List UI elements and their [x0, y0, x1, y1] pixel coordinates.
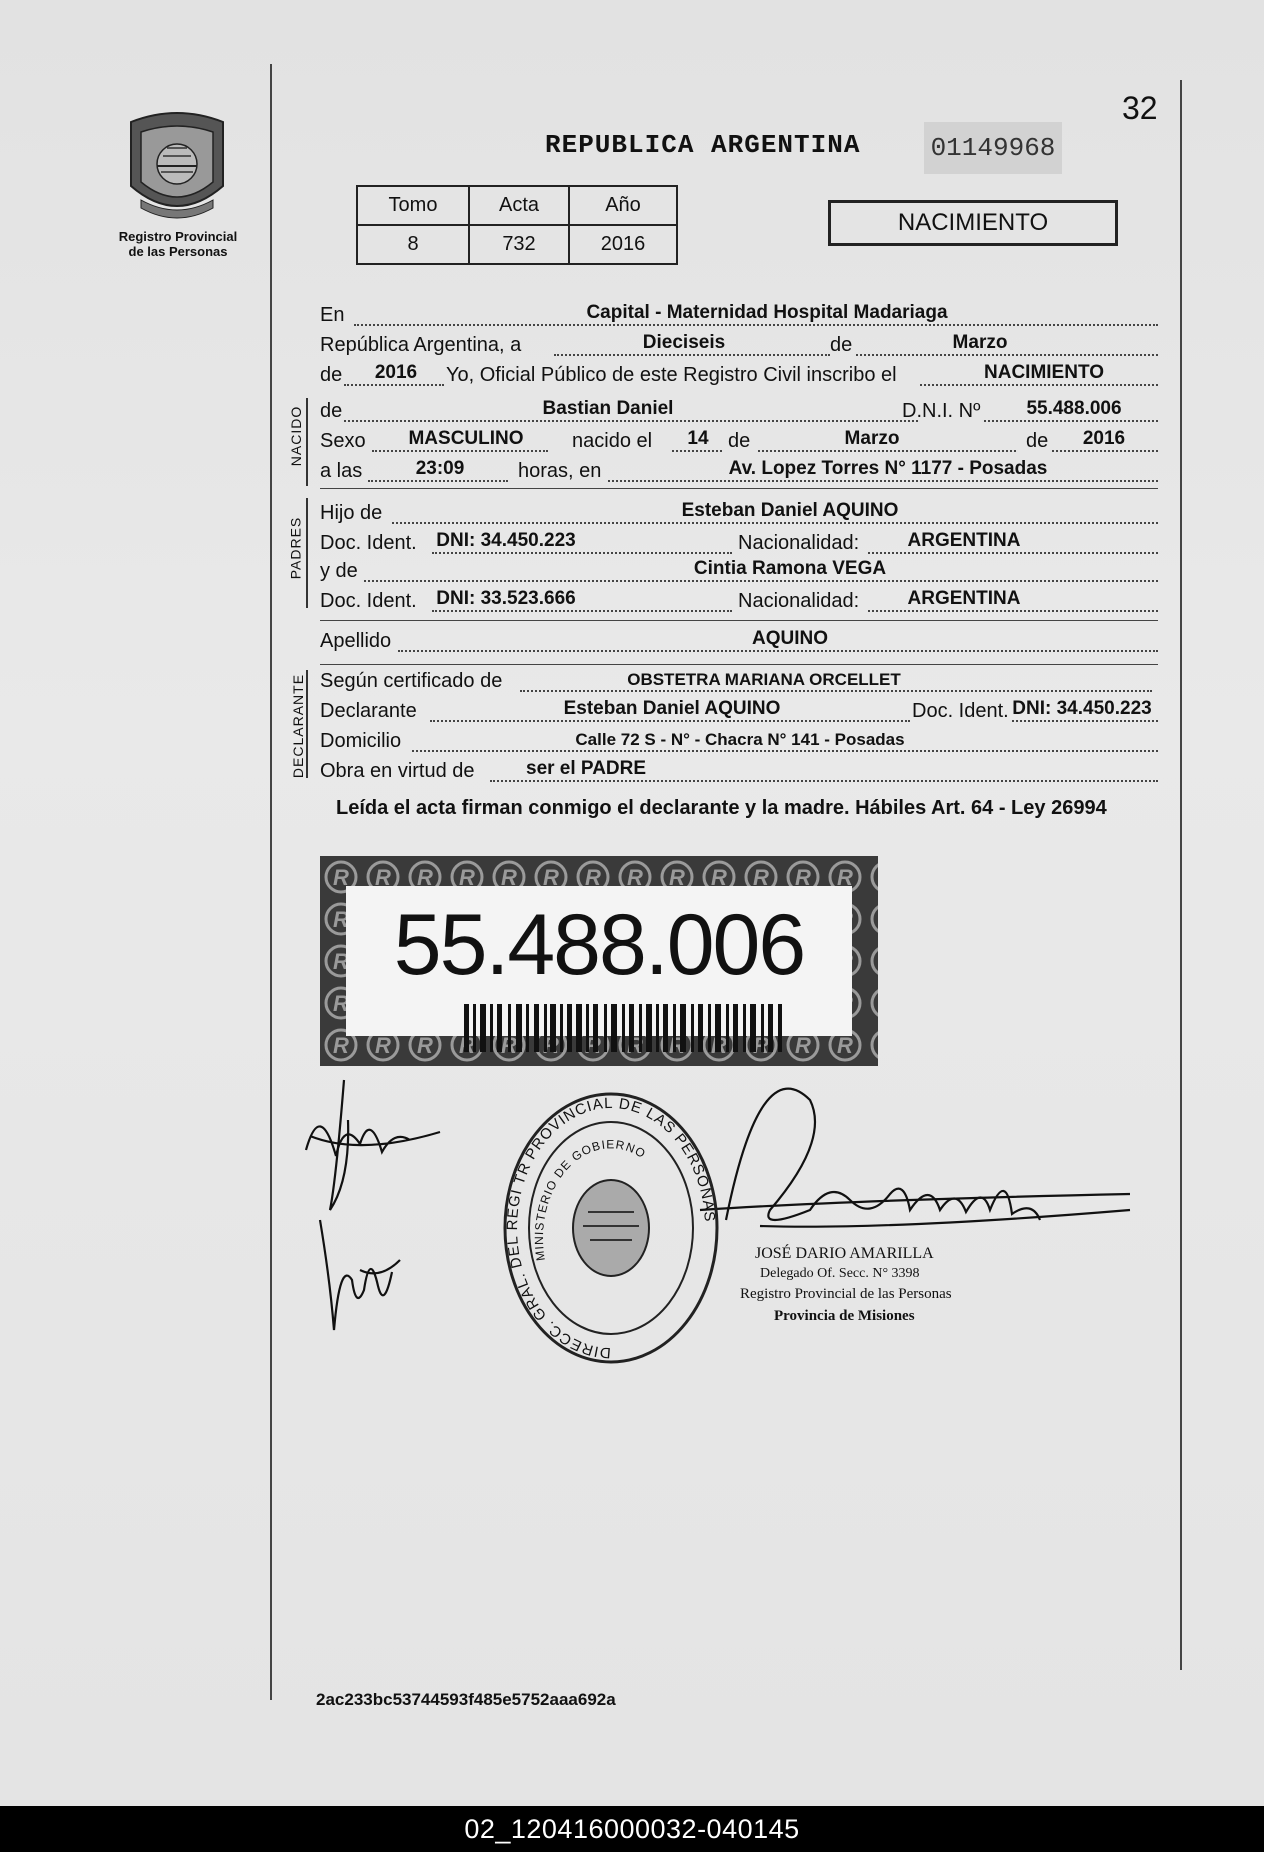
padres-label: PADRES [287, 516, 304, 580]
mother-doc: DNI: 33.523.666 [436, 588, 576, 609]
declarante-label-text: Declarante [320, 700, 417, 722]
row-date [320, 330, 1158, 360]
svg-text:DIRECC. GRAL. DEL REGI TR PROV: DIRECC. GRAL. DEL REGI TR PROVINCIAL DE LAS PERSONAS [503, 1094, 719, 1362]
row-surname [320, 626, 1158, 656]
dni-sticker [320, 856, 878, 1066]
footer-id: 02_120416000032-040145 [464, 1814, 800, 1844]
page-number: 32 [1122, 90, 1158, 126]
dotted-line [392, 522, 1158, 524]
dotted-line [364, 580, 1158, 582]
value-acta: 732 [469, 225, 569, 264]
value-anio: 2016 [569, 225, 677, 264]
year-value: 2016 [374, 362, 418, 383]
row-year [320, 360, 1158, 390]
official-title: Delegado Of. Secc. N° 3398 [760, 1266, 920, 1281]
place-value: Capital - Maternidad Hospital Madariaga [586, 302, 948, 323]
sticker-inner [346, 886, 852, 1036]
sexo-value: MASCULINO [408, 428, 524, 449]
domicilio-value: Calle 72 S - N° - Chacra N° 141 - Posadas [575, 730, 905, 749]
dotted-line [868, 552, 1158, 554]
nacido-label: NACIDO [288, 405, 305, 467]
dotted-line [984, 420, 1158, 422]
padres-section-line [306, 498, 308, 608]
dotted-line [520, 690, 1152, 692]
divider [320, 620, 1158, 621]
doc-label: Doc. Ident. [320, 532, 417, 554]
right-margin-line [1180, 80, 1182, 1670]
nacido-section-line [306, 398, 308, 486]
doc-label-2: Doc. Ident. [320, 590, 417, 612]
birth-day: 14 [687, 428, 709, 449]
row-father-doc [320, 528, 1158, 558]
dotted-line [868, 610, 1158, 612]
serial-number: 01149968 [924, 122, 1062, 174]
dotted-line [368, 480, 508, 482]
header-tomo: Tomo [357, 186, 469, 225]
svg-text:MINISTERIO DE GOBIERNO: MINISTERIO DE GOBIERNO [531, 1137, 649, 1262]
de-label-4: de [728, 430, 751, 452]
dotted-line [412, 750, 1158, 752]
dni-label: D.N.I. Nº [902, 400, 981, 422]
dotted-line [856, 354, 1158, 356]
record-type-box: NACIMIENTO [828, 200, 1118, 246]
yde-label: y de [320, 560, 358, 582]
dotted-line [672, 450, 722, 452]
handwritten-signatures [290, 1060, 1170, 1380]
row-name [320, 396, 1158, 426]
row-sex [320, 426, 1158, 456]
divider [320, 488, 1158, 489]
apellido-value: AQUINO [752, 628, 828, 649]
footer-id-bar [0, 1806, 1264, 1852]
closing-text: Leída el acta firman conmigo el declarante y la madre. Hábiles Art. 64 - Ley 26994 [336, 797, 1107, 819]
dotted-line [344, 420, 918, 422]
row-place [320, 300, 1158, 330]
divider [320, 664, 1158, 665]
mother-name: Cintia Ramona VEGA [693, 558, 887, 579]
birth-place: Av. Lopez Torres N° 1177 - Posadas [728, 458, 1048, 479]
dotted-line [344, 384, 444, 386]
header-anio: Año [569, 186, 677, 225]
decl-doc-value: DNI: 34.450.223 [1012, 698, 1152, 719]
en-label: En [320, 304, 345, 326]
declarante-value: Esteban Daniel AQUINO [563, 698, 781, 719]
hijo-label: Hijo de [320, 502, 383, 524]
birth-time: 23:09 [415, 458, 465, 479]
official-stamp [500, 1090, 722, 1366]
obra-label: Obra en virtud de [320, 760, 475, 782]
row-certificate [320, 666, 1158, 696]
dotted-line [554, 354, 830, 356]
cert-label: Según certificado de [320, 670, 503, 692]
nacionalidad-label: Nacionalidad: [738, 532, 860, 554]
child-dni: 55.488.006 [1026, 398, 1122, 419]
domicilio-label: Domicilio [320, 730, 402, 752]
dotted-line [430, 720, 910, 722]
row-mother [320, 556, 1158, 586]
mother-nationality: ARGENTINA [907, 588, 1021, 609]
obra-value: ser el PADRE [526, 758, 647, 779]
month-value: Marzo [952, 332, 1008, 353]
official-province: Provincia de Misiones [774, 1308, 915, 1324]
republica-label: República Argentina, a [320, 334, 522, 356]
dotted-line [398, 650, 1158, 652]
official-name: JOSÉ DARIO AMARILLA [755, 1245, 934, 1262]
dotted-line [608, 480, 1158, 482]
document-hash: 2ac233bc53744593f485e5752aaa692a [316, 1690, 616, 1709]
row-reason [320, 756, 1158, 786]
de-label-5: de [1026, 430, 1049, 452]
row-address [320, 726, 1158, 756]
row-father [320, 498, 1158, 528]
emblem-caption [100, 229, 256, 259]
row-time [320, 456, 1158, 486]
row-mother-doc [320, 586, 1158, 616]
row-declarant [320, 696, 1158, 726]
alas-label: a las [320, 460, 363, 482]
nacionalidad-label-2: Nacionalidad: [738, 590, 860, 612]
emblem-caption-line1: Registro Provincial [118, 229, 238, 244]
father-doc: DNI: 34.450.223 [436, 530, 576, 551]
dotted-line [920, 384, 1158, 386]
inscribo-value: NACIMIENTO [984, 362, 1104, 383]
country-title: REPUBLICA ARGENTINA [545, 130, 861, 160]
de-label-3: de [320, 400, 343, 422]
dotted-line [1052, 450, 1158, 452]
left-margin-line [270, 64, 272, 1700]
official-organization: Registro Provincial de las Personas [740, 1286, 952, 1302]
declarante-label: DECLARANTE [290, 673, 307, 779]
birth-year: 2016 [1082, 428, 1126, 449]
day-value: Dieciseis [642, 332, 726, 353]
nacido-label-text: nacido el [572, 430, 653, 452]
header-acta: Acta [469, 186, 569, 225]
dotted-line [490, 780, 1158, 782]
father-nationality: ARGENTINA [907, 530, 1021, 551]
provincial-emblem [123, 108, 231, 226]
de-label: de [830, 334, 853, 356]
yo-text: Yo, Oficial Público de este Registro Civil inscribo el [446, 364, 897, 386]
father-name: Esteban Daniel AQUINO [681, 500, 899, 521]
dotted-line [758, 450, 1016, 452]
declarante-section-line [306, 670, 308, 778]
value-tomo: 8 [357, 225, 469, 264]
dotted-line [372, 450, 548, 452]
horas-label: horas, en [518, 460, 602, 482]
de-label-2: de [320, 364, 343, 386]
decl-doc-label: Doc. Ident. [912, 700, 1009, 722]
emblem-caption-line2: de las Personas [128, 244, 228, 259]
birth-month: Marzo [844, 428, 900, 449]
registry-table [356, 185, 678, 265]
dotted-line [1012, 720, 1158, 722]
barcode [464, 1004, 784, 1052]
apellido-label: Apellido [320, 630, 392, 652]
sexo-label: Sexo [320, 430, 366, 452]
dotted-line [432, 552, 732, 554]
dotted-line [354, 324, 1158, 326]
cert-value: OBSTETRA MARIANA ORCELLET [627, 670, 901, 689]
dotted-line [432, 610, 732, 612]
child-name: Bastian Daniel [542, 398, 674, 419]
dni-sticker-number: 55.488.006 [393, 897, 805, 993]
